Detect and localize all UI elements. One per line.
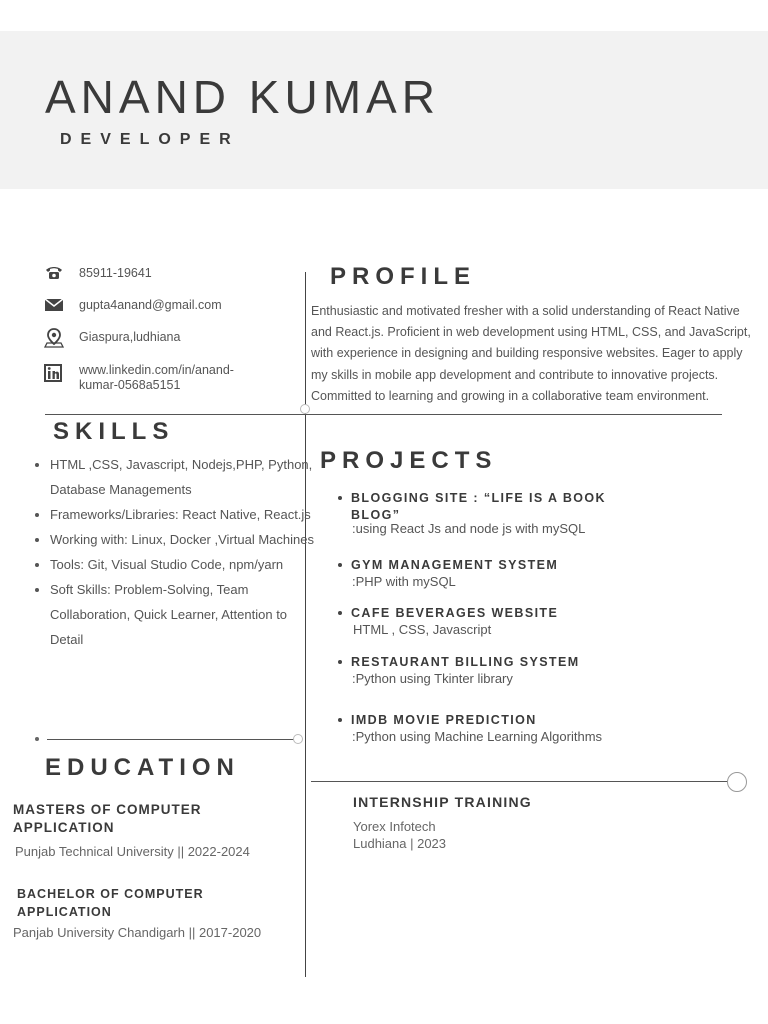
internship-place-year: Ludhiana | 2023 — [353, 836, 447, 851]
project-description: :Python using Machine Learning Algorithms — [352, 729, 603, 744]
project-name: GYM MANAGEMENT SYSTEM — [351, 558, 559, 572]
project-name: IMDB MOVIE PREDICTION — [351, 713, 537, 727]
candidate-name: ANAND KUMAR — [45, 71, 440, 123]
skill-item: • Frameworks/Libraries: React Native, React.js — [50, 502, 315, 527]
education-degree: BACHELOR OF COMPUTER APPLICATION — [17, 887, 204, 919]
bullet-dot — [338, 718, 342, 722]
skill-item: • Soft Skills: Problem-Solving, Team Collaboration, Quick Learner, Attention to Detail — [50, 577, 315, 652]
linkedin-url-line1: www.linkedin.com/in/anand- — [79, 363, 234, 377]
project-item — [338, 490, 638, 540]
education-degree: MASTERS OF COMPUTER APPLICATION — [13, 802, 202, 835]
divider-node — [300, 404, 310, 414]
skills-divider — [47, 739, 297, 740]
project-description: :Python using Tkinter library — [352, 671, 513, 686]
email-address[interactable]: gupta4anand@gmail.com — [79, 298, 222, 312]
projects-divider — [311, 781, 729, 782]
divider-node — [293, 734, 303, 744]
project-description: :PHP with mySQL — [352, 574, 456, 589]
education-heading: EDUCATION — [45, 754, 240, 781]
project-name: CAFE BEVERAGES WEBSITE — [351, 606, 559, 620]
skills-heading: SKILLS — [53, 418, 175, 445]
skill-item: • HTML ,CSS, Javascript, Nodejs,PHP, Python, Database Managements — [50, 452, 315, 502]
education-school: Panjab University Chandigarh || 2017-2020 — [13, 925, 262, 940]
profile-summary: Enthusiastic and motivated fresher with a solid understanding of React Native and React.js. Proficient in web development using HTML, CSS, and JavaScript, with experience in designing and building responsive websites. Eager to apply my skills in mobile app development and contribute to innovative projects. Committed to learning and growing in a collaborative team environment. — [311, 304, 751, 403]
bullet-dot — [35, 737, 39, 741]
project-description: :using React Js and node js with mySQL — [352, 521, 586, 536]
phone-number: 85911-19641 — [79, 266, 152, 280]
location-pin-icon — [44, 328, 64, 346]
project-item — [338, 654, 638, 688]
phone-icon — [44, 265, 64, 283]
project-item — [338, 605, 638, 639]
skills-list — [30, 452, 315, 652]
candidate-role: DEVELOPER — [60, 131, 240, 148]
divider-node — [727, 772, 747, 792]
profile-heading: PROFILE — [330, 263, 477, 290]
top-divider — [45, 414, 722, 415]
project-name: BLOGGING SITE : “LIFE IS A BOOK BLOG” — [351, 491, 606, 522]
project-item — [338, 712, 638, 746]
project-description: HTML , CSS, Javascript — [353, 622, 492, 637]
bullet-dot — [338, 496, 342, 500]
linkedin-icon — [44, 364, 64, 382]
projects-heading: PROJECTS — [320, 447, 498, 474]
skill-item: • Working with: Linux, Docker ,Virtual Machines — [50, 527, 315, 552]
linkedin-url[interactable] — [79, 363, 234, 393]
education-school: Punjab Technical University || 2022-2024 — [15, 844, 250, 859]
project-item — [338, 557, 638, 591]
skill-item: • Tools: Git, Visual Studio Code, npm/yarn — [50, 552, 315, 577]
project-name: RESTAURANT BILLING SYSTEM — [351, 655, 580, 669]
location: Giaspura,ludhiana — [79, 330, 181, 344]
bullet-dot — [338, 611, 342, 615]
bullet-dot — [338, 660, 342, 664]
bullet-dot — [338, 563, 342, 567]
internship-company: Yorex Infotech — [353, 819, 436, 834]
internship-heading: INTERNSHIP TRAINING — [353, 794, 532, 810]
mail-icon — [44, 298, 64, 316]
linkedin-url-line2: kumar-0568a5151 — [79, 378, 181, 392]
